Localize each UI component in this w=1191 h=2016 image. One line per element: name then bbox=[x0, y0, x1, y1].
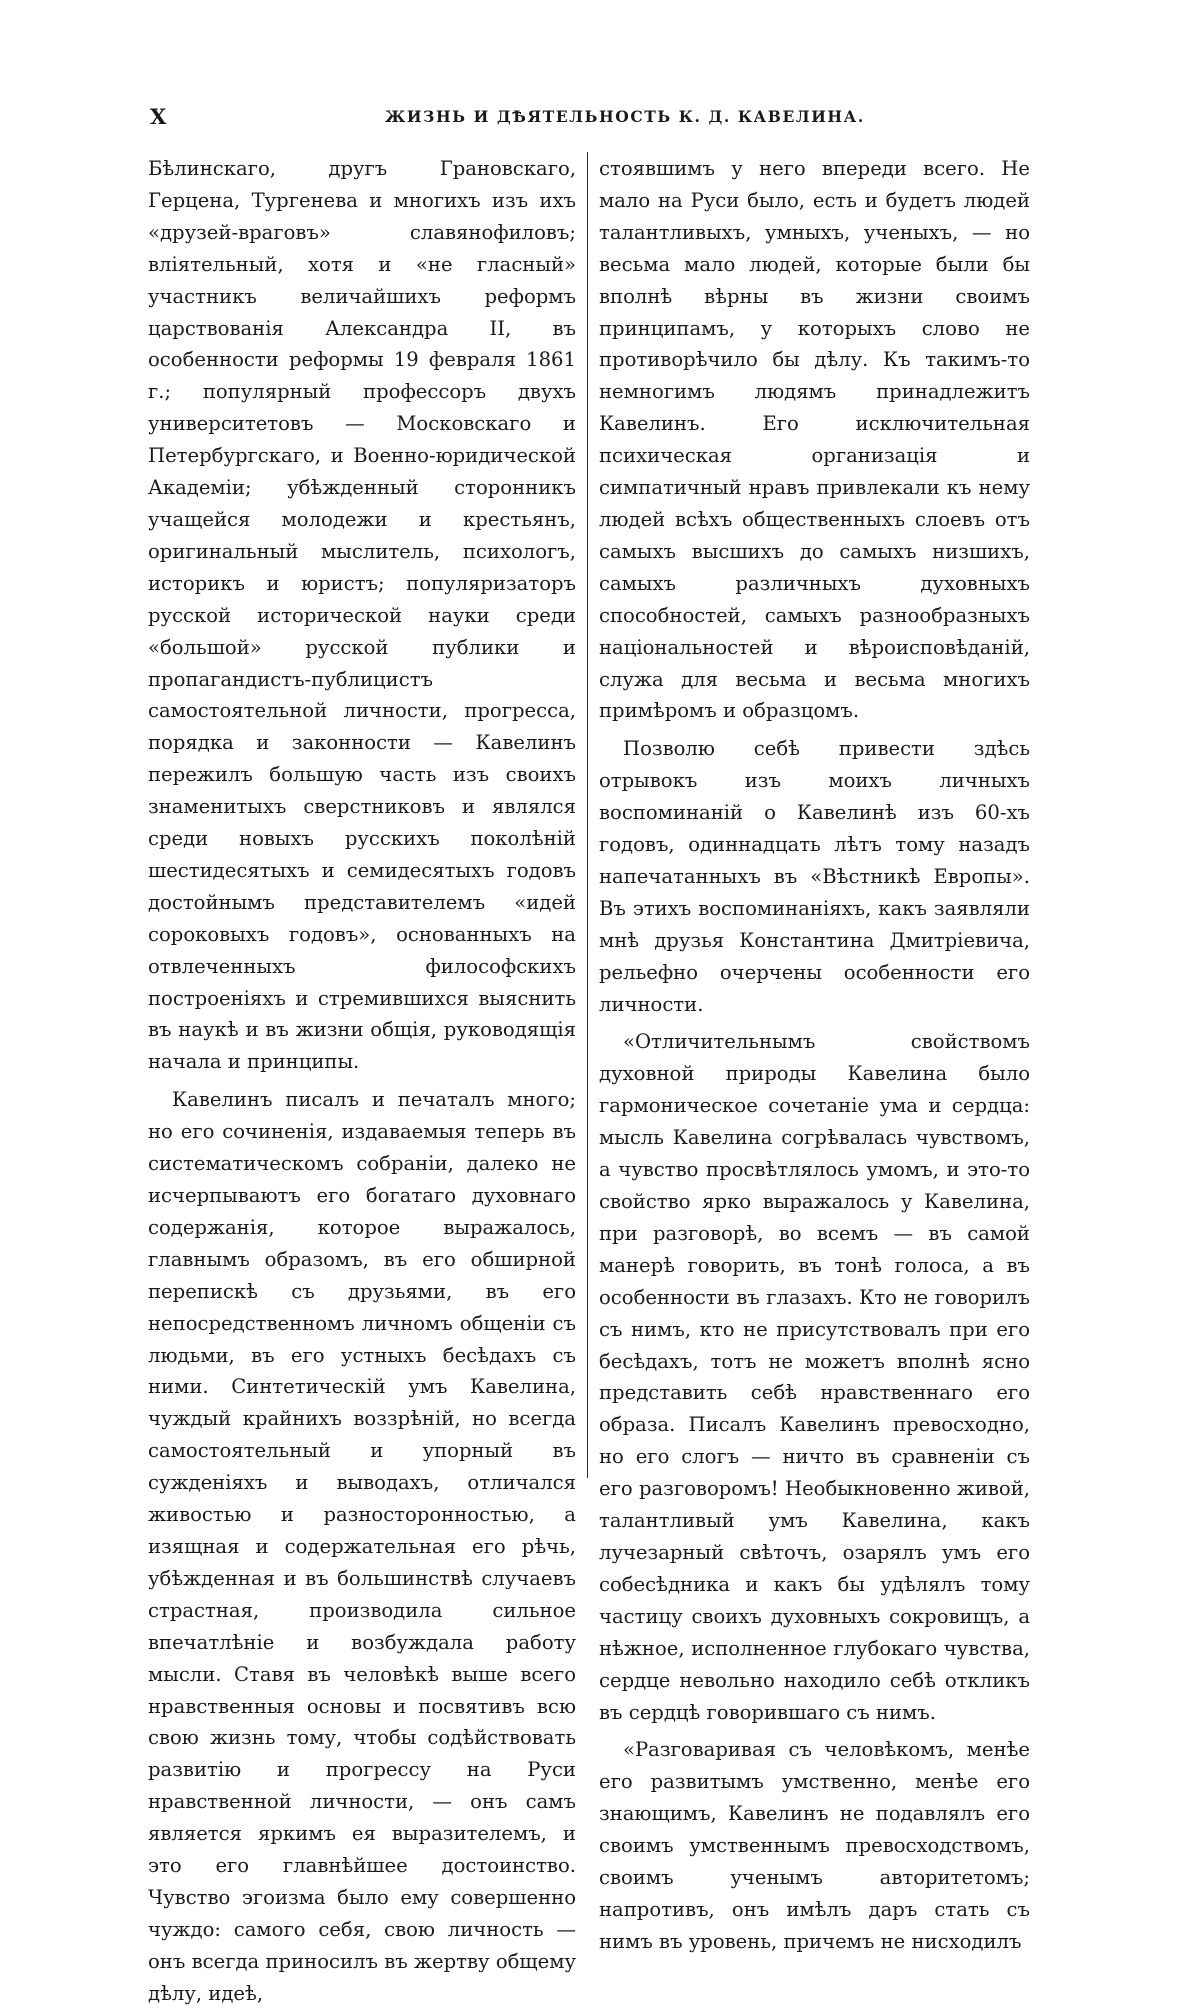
paragraph: Кавелинъ писалъ и печаталъ много; но его сочиненія, издаваемыя теперь въ систематическомъ собраніи, далеко не исчерпываютъ его богатаго духовнаго содержанія, которое выражалось, главнымъ образомъ, въ его обширной перепискѣ съ друзьями, въ его непосредственномъ личномъ общеніи съ людьми, въ его устныхъ бесѣдахъ съ ними. Синтетическій умъ Кавелина, чуждый крайнихъ воззрѣній, но всегда самостоятельный и упорный въ сужденіяхъ и выводахъ, отличался живостью и разносторонностью, а изящная и содержательная его рѣчь, убѣжденная и въ большинствѣ случаевъ страстная, производила сильное впечатлѣніе и возбуждала работу мысли. Ставя въ человѣкѣ выше всего нравственныя основы и посвятивъ всю свою жизнь тому, чтобы содѣйствовать развитію и прогрессу на Руси нравственной личности, — онъ самъ является яркимъ ея выразителемъ, и это его главнѣйшее достоинство. Чувство эгоизма было ему совершенно чуждо: самого себя, свою личность — онъ всегда приносилъ въ жертву общему дѣлу, идеѣ, bbox=[148, 1088, 576, 2005]
page-number: X bbox=[150, 104, 168, 129]
paragraph: «Разговаривая съ человѣкомъ, менѣе его развитымъ умственно, менѣе его знающимъ, Кавелинъ не подавлялъ его своимъ умственнымъ превосходствомъ, своимъ ученымъ авторитетомъ; напротивъ, онъ имѣлъ даръ стать съ нимъ въ уровень, причемъ не нисходилъ bbox=[599, 1738, 1030, 1953]
left-column bbox=[148, 153, 576, 2016]
column-divider bbox=[587, 152, 588, 1478]
running-title: ЖИЗНЬ И ДѢЯТЕЛЬНОСТЬ К. Д. КАВЕЛИНА. bbox=[385, 107, 865, 126]
paragraph: «Отличительнымъ свойствомъ духовной природы Кавелина было гармоническое сочетаніе ума и сердца: мысль Кавелина согрѣвалась чувствомъ, а чувство просвѣтлялось умомъ, и это-то свойство ярко выражалось у Кавелина, при разговорѣ, во всемъ — въ самой манерѣ говорить, въ тонѣ голоса, а въ особенности въ глазахъ. Кто не говорилъ съ нимъ, кто не присутствовалъ при его бесѣдахъ, тотъ не можетъ вполнѣ ясно представить себѣ нравственнаго его образа. Писалъ Кавелинъ превосходно, но его слогъ — ничто въ сравненіи съ его разговоромъ! Необыкновенно живой, талантливый умъ Кавелина, какъ лучезарный свѣточъ, озарялъ умъ его собесѣдника и какъ бы удѣлялъ тому частицу своихъ духовныхъ сокровищъ, а нѣжное, исполненное глубокаго чувства, сердце невольно находило себѣ откликъ въ сердцѣ говорившаго съ нимъ. bbox=[599, 1030, 1030, 1724]
paragraph: стоявшимъ у него впереди всего. Не мало на Руси было, есть и будетъ людей талантливыхъ, умныхъ, ученыхъ, — но весьма мало людей, которые были бы вполнѣ вѣрны въ жизни своимъ принципамъ, у которыхъ слово не противорѣчило бы дѣлу. Къ такимъ-то немногимъ людямъ принадлежитъ Кавелинъ. Его исключительная психическая организація и симпатичный нравъ привлекали къ нему людей всѣхъ общественныхъ слоевъ отъ самыхъ высшихъ до самыхъ низшихъ, самыхъ различныхъ духовныхъ способностей, самыхъ разнообразныхъ національностей и вѣроисповѣданій, служа для весьма и весьма многихъ примѣромъ и образцомъ. bbox=[599, 157, 1030, 723]
paragraph: Позволю себѣ привести здѣсь отрывокъ изъ моихъ личныхъ воспоминаній о Кавелинѣ изъ 60-хъ годовъ, одиннадцать лѣтъ тому назадъ напечатанныхъ въ «Вѣстникѣ Европы». Въ этихъ воспоминаніяхъ, какъ заявляли мнѣ друзья Константина Дмитріевича, рельефно очерчены особенности его личности. bbox=[599, 737, 1030, 1016]
right-column bbox=[599, 153, 1030, 1964]
paragraph: Бѣлинскаго, другъ Грановскаго, Герцена, Тургенева и многихъ изъ ихъ «друзей-враговъ» славянофиловъ; вліятельный, хотя и «не гласный» участникъ величайшихъ реформъ царствованія Александра II, въ особенности реформы 19 февраля 1861 г.; популярный профессоръ двухъ университетовъ — Московскаго и Петербургскаго, и Военно-юридической Академіи; убѣжденный сторонникъ учащейся молодежи и крестьянъ, оригинальный мыслитель, психологъ, историкъ и юристъ; популяризаторъ русской исторической науки среди «большой» русской публики и пропагандистъ-публицистъ самостоятельной личности, прогресса, порядка и законности — Кавелинъ пережилъ большую часть изъ своихъ знаменитыхъ сверстниковъ и являлся среди новыхъ русскихъ поколѣній шестидесятыхъ и семидесятыхъ годовъ достойнымъ представителемъ «идей сороковыхъ годовъ», основанныхъ на отвлеченныхъ философскихъ построеніяхъ и стремившихся выяснить въ наукѣ и въ жизни общія, руководящія начала и принципы. bbox=[148, 157, 576, 1074]
running-head bbox=[150, 104, 1030, 130]
